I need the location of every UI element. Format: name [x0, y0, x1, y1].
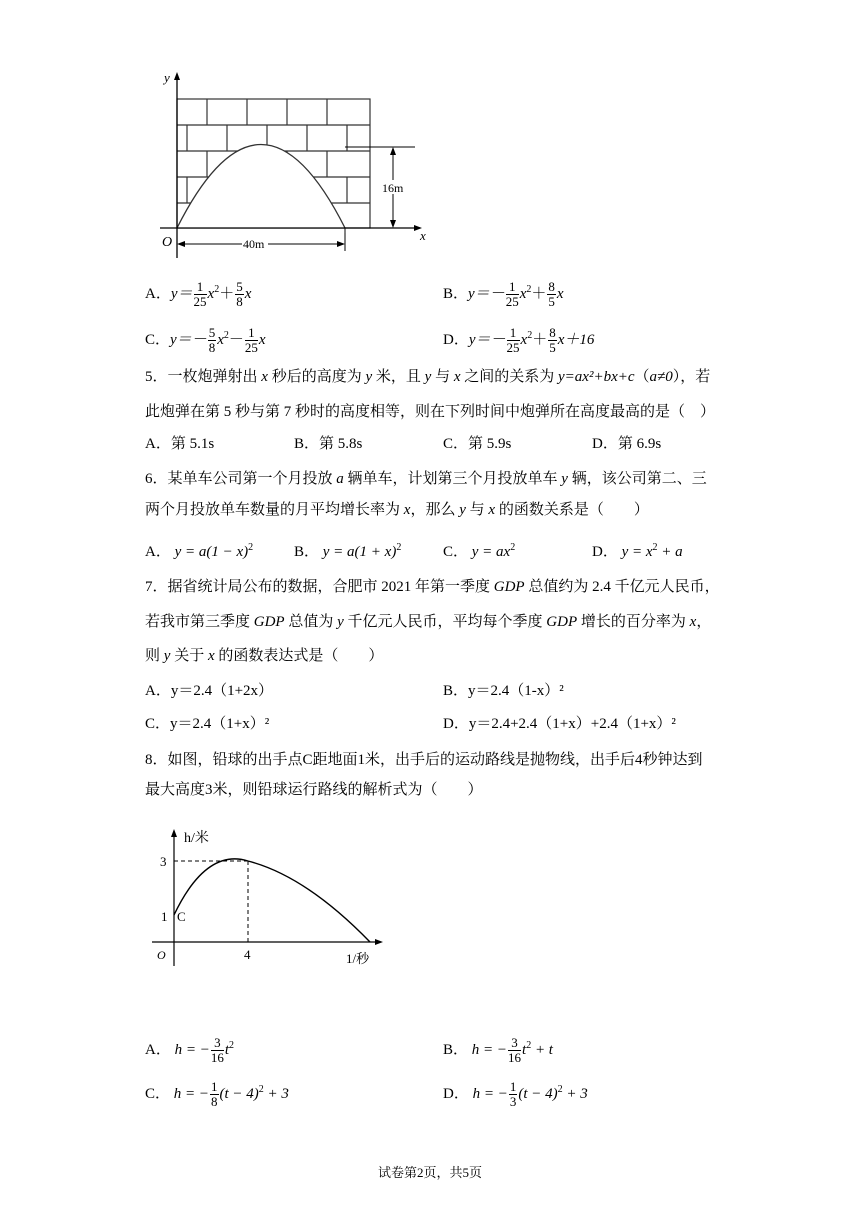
- q8-option-d: D． h = − $\frac{1}{3}$ $(t - 4)^2 + 3$: [443, 1079, 588, 1110]
- q8-line1: 8．如图，铅球的出手点C距地面1米，出手后的运动路线是抛物线，出手后4秒钟达到: [145, 752, 703, 768]
- q4-option-d: D．y＝－ $\frac{1}{25}$ $x^2+$ $\frac{8}{5}$ x＋16: [443, 325, 595, 356]
- page-footer: 试卷第2页，共5页: [377, 1165, 482, 1180]
- width-label: 40m: [243, 237, 265, 251]
- q8-option-a: A． h = − $\frac{3}{16}$ $t^2$: [145, 1035, 235, 1066]
- q6-option-a: A． $y = a(1 - x)^2$: [145, 542, 254, 560]
- tick-y-1: 1: [161, 909, 168, 924]
- q7-line1: 7．据省统计局公布的数据，合肥市 2021 年第一季度 GDP 总值约为 2.4 千亿元人民币，: [145, 579, 720, 595]
- q7-line2: 若我市第三季度 GDP 总值为 y 千亿元人民币，平均每个季度 GDP 增长的百分率为 x，: [145, 614, 712, 630]
- tick-y-3: 3: [160, 854, 167, 869]
- q8-option-c: C． h = − $\frac{1}{8}$ $(t - 4)^2 + 3$: [145, 1079, 289, 1110]
- q7-option-b: B．y＝2.4（1-x）²: [443, 683, 564, 699]
- x-axis-label: x: [420, 228, 426, 243]
- q5-option-d: D．第 6.9s: [592, 436, 662, 452]
- q6-option-b: B． $y = a(1 + x)^2$: [294, 542, 402, 560]
- height-label: 16m: [382, 181, 404, 195]
- q8-option-b: B． h = − $\frac{3}{16}$ $t^2 + t$: [443, 1035, 553, 1066]
- q5-option-c: C．第 5.9s: [443, 436, 512, 452]
- y-axis-label: y: [164, 70, 170, 85]
- q4-option-c: C．y＝－ $\frac{5}{8}$ $x^2-$ $\frac{1}{25}$ x: [145, 325, 266, 356]
- origin-label: O: [162, 235, 173, 250]
- q5-option-b: B．第 5.8s: [294, 436, 363, 452]
- y-axis-label: h/米: [184, 831, 209, 846]
- q7-option-c: C．y＝2.4（1+x）²: [145, 716, 270, 732]
- arch-figure: [160, 68, 435, 258]
- shotput-figure: [148, 826, 388, 971]
- q4-option-b: B．y＝－ $\frac{1}{25}$ $x^2+$ $\frac{8}{5}$ x: [443, 279, 564, 310]
- q5-option-a: A．第 5.1s: [145, 436, 215, 452]
- q7-option-a: A．y＝2.4（1+2x）: [145, 683, 274, 699]
- q4-option-a: A．y＝ $\frac{1}{25}$ $x^2+$ $\frac{5}{8}$ x: [145, 279, 252, 310]
- q7-option-d: D．y＝2.4+2.4（1+x）+2.4（1+x）²: [443, 716, 676, 732]
- origin-label: O: [157, 948, 166, 962]
- q6-line1: 6．某单车公司第一个月投放 a 辆单车，计划第三个月投放单车 y 辆，该公司第二、三: [145, 471, 707, 487]
- q6-line2: 两个月投放单车数量的月平均增长率为 x，那么 y 与 x 的函数关系是（ ）: [145, 502, 649, 518]
- x-axis-label: 1/秒: [346, 951, 370, 966]
- q5-line2: 此炮弹在第 5 秒与第 7 秒时的高度相等，则在下列时间中炮弹所在高度最高的是（ ）: [145, 404, 716, 420]
- q8-line2: 最大高度3米，则铅球运行路线的解析式为（ ）: [145, 782, 483, 798]
- q6-option-c: C． $y = ax^2$: [443, 542, 516, 560]
- point-c-label: C: [177, 909, 186, 924]
- q6-option-d: D． $y = x^2 + a$: [592, 542, 683, 560]
- tick-x-4: 4: [244, 947, 251, 962]
- q5-line1: 5．一枚炮弹射出 x 秒后的高度为 y 米，且 y 与 x 之间的关系为 y=ax²+bx+c（a≠0），若: [145, 369, 711, 385]
- q7-line3: 则 y 关于 x 的函数表达式是（ ）: [145, 648, 384, 664]
